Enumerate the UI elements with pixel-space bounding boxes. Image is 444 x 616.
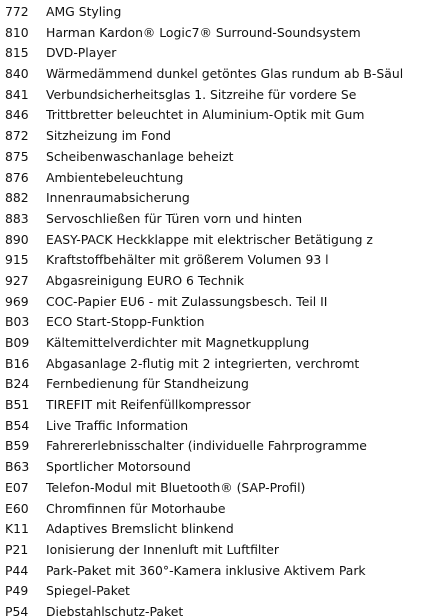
option-code: 846 — [5, 107, 29, 123]
option-description: Kraftstoffbehälter mit größerem Volumen 93 l — [46, 252, 329, 268]
option-description: COC-Papier EU6 - mit Zulassungsbesch. Teil II — [46, 293, 328, 309]
option-row — [0, 333, 444, 354]
option-code: P44 — [5, 562, 29, 578]
option-description: Abgasanlage 2-flutig mit 2 integrierten, verchromt — [46, 355, 360, 371]
option-row — [0, 292, 444, 313]
option-row — [0, 188, 444, 209]
option-row — [0, 374, 444, 395]
option-code: 875 — [5, 148, 29, 164]
option-description: Spiegel-Paket — [46, 583, 130, 599]
option-code: B63 — [5, 459, 30, 475]
option-row — [0, 64, 444, 85]
option-code: B59 — [5, 438, 30, 454]
option-code: E07 — [5, 479, 29, 495]
option-row — [0, 85, 444, 106]
option-code-list — [0, 2, 444, 616]
option-code: 815 — [5, 45, 29, 61]
option-description: Innenraumabsicherung — [46, 190, 190, 206]
option-description: Sitzheizung im Fond — [46, 128, 172, 144]
option-code: B24 — [5, 376, 30, 392]
option-description: Park-Paket mit 360°-Kamera inklusive Aktivem Park — [46, 562, 366, 578]
option-row — [0, 168, 444, 189]
option-code: B09 — [5, 335, 30, 350]
option-code: E60 — [5, 500, 29, 516]
option-description: Live Traffic Information — [46, 417, 189, 433]
option-description: Ambientebeleuchtung — [46, 169, 184, 185]
option-row — [0, 354, 444, 375]
option-description: Ionisierung der Innenluft mit Luftfilter — [46, 541, 279, 557]
option-row — [0, 602, 444, 616]
option-description: Fernbedienung für Standheizung — [46, 376, 249, 392]
option-description: ECO Start-Stopp-Funktion — [46, 314, 205, 330]
option-code: 969 — [5, 293, 29, 309]
option-row — [0, 581, 444, 602]
option-description: Wärmedämmend dunkel getöntes Glas rundum ab B-Säul — [46, 66, 404, 82]
option-code: 883 — [5, 210, 29, 226]
option-code: 840 — [5, 66, 29, 82]
option-description: AMG Styling — [46, 4, 122, 19]
option-code: B54 — [5, 417, 30, 433]
option-row — [0, 126, 444, 147]
option-code: 927 — [5, 272, 29, 288]
option-row — [0, 2, 444, 23]
option-row — [0, 499, 444, 520]
option-row — [0, 540, 444, 561]
option-description: Verbundsicherheitsglas 1. Sitzreihe für vordere Se — [46, 86, 357, 102]
option-description: Telefon-Modul mit Bluetooth® (SAP-Profil) — [46, 479, 306, 495]
option-description: Abgasreinigung EURO 6 Technik — [46, 272, 245, 288]
option-row — [0, 23, 444, 44]
option-description: Fahrererlebnisschalter (individuelle Fahrprogramme — [46, 438, 367, 454]
option-code: P54 — [5, 603, 29, 616]
option-row — [0, 43, 444, 64]
option-description: DVD-Player — [46, 45, 117, 61]
option-description: Chromfinnen für Motorhaube — [46, 500, 226, 516]
option-description: Diebstahlschutz-Paket — [46, 603, 184, 616]
option-code: P21 — [5, 541, 29, 557]
option-row — [0, 230, 444, 251]
option-description: Scheibenwaschanlage beheizt — [46, 148, 234, 164]
option-row — [0, 561, 444, 582]
option-code: 890 — [5, 231, 29, 247]
option-code: P49 — [5, 583, 29, 599]
option-row — [0, 105, 444, 126]
option-row — [0, 416, 444, 437]
option-description: Harman Kardon® Logic7® Surround-Soundsystem — [46, 24, 361, 40]
option-code: 810 — [5, 24, 29, 40]
option-code: 841 — [5, 86, 29, 102]
option-description: Sportlicher Motorsound — [46, 459, 191, 475]
option-description: Trittbretter beleuchtet in Aluminium-Optik mit Gum — [46, 107, 365, 123]
option-row — [0, 457, 444, 478]
option-description: Kältemittelverdichter mit Magnetkupplung — [46, 335, 310, 350]
option-row — [0, 519, 444, 540]
option-description: Servoschließen für Türen vorn und hinten — [46, 210, 303, 226]
option-code: 876 — [5, 169, 29, 185]
option-code: 915 — [5, 252, 29, 268]
option-row — [0, 312, 444, 333]
option-row — [0, 250, 444, 271]
option-code: B16 — [5, 355, 30, 371]
option-row — [0, 395, 444, 416]
option-row — [0, 478, 444, 499]
option-code: 882 — [5, 190, 29, 206]
option-code: B51 — [5, 397, 30, 413]
option-description: EASY-PACK Heckklappe mit elektrischer Betätigung z — [46, 231, 373, 247]
option-row — [0, 436, 444, 457]
option-description: Adaptives Bremslicht blinkend — [46, 521, 234, 537]
option-row — [0, 147, 444, 168]
option-description: TIREFIT mit Reifenfüllkompressor — [46, 397, 251, 413]
option-code: B03 — [5, 314, 30, 330]
option-row — [0, 209, 444, 230]
option-code: K11 — [5, 521, 29, 537]
option-code: 772 — [5, 4, 29, 19]
option-code: 872 — [5, 128, 29, 144]
option-row — [0, 271, 444, 292]
